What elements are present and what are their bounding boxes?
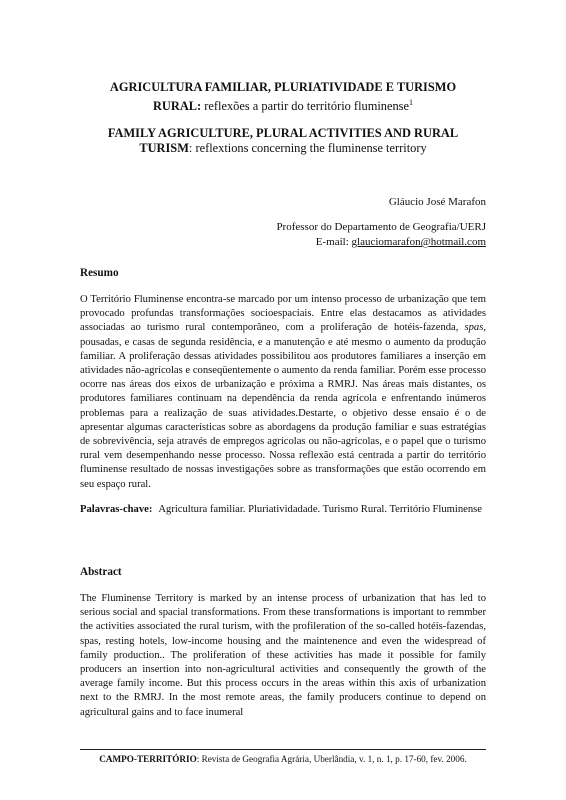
keywords-block: [80, 503, 486, 517]
author-affiliation: Professor do Departamento de Geografia/UERJ: [276, 221, 486, 233]
author-name: Gláucio José Marafon: [388, 196, 486, 208]
footer-divider: [80, 749, 486, 750]
keywords-text: Agricultura familiar. Pluriatividadade. Turismo Rural. Território Fluminense: [158, 504, 482, 515]
email-label: E-mail:: [315, 236, 349, 248]
resumo-paragraph: [80, 293, 486, 492]
footer-citation-text: : Revista de Geografia Agrária, Uberlândia, v. 1, n. 1, p. 17-60, fev. 2006.: [196, 754, 467, 764]
title-pt-line2: [80, 95, 486, 114]
footer-journal: CAMPO-TERRITÓRIO: [99, 754, 197, 764]
title-en-line1: FAMILY AGRICULTURE, PLURAL ACTIVITIES AND RURAL: [107, 126, 459, 141]
author-email-line: [276, 235, 486, 250]
resumo-text-part1: O Território Fluminense encontra-se marcado por um intenso processo de urbanização que tem provocado profundas transformações socioespaciais. Entre elas destacamos as atividades associadas ao turismo rural contemporâneo, com a proliferação de hotéis-fazenda,: [80, 294, 486, 334]
abstract-heading: Abstract: [80, 566, 122, 578]
footer-citation: [80, 754, 486, 764]
title-pt-subtitle: reflexões a partir do território fluminense: [204, 99, 409, 114]
resumo-spas: spas: [464, 322, 484, 334]
title-pt-line1: AGRICULTURA FAMILIAR, PLURIATIVIDADE E TURISMO: [109, 80, 457, 94]
author-block: [276, 195, 486, 250]
title-en-line2: [80, 141, 486, 156]
keywords-label: Palavras-chave:: [80, 504, 153, 515]
title-en-subtitle: : reflextions concerning the fluminense territory: [188, 141, 427, 156]
title-block: [80, 80, 486, 156]
footnote-mark[interactable]: 1: [409, 98, 413, 107]
email-link[interactable]: glauciomarafon@hotmail.com: [351, 236, 486, 248]
abstract-paragraph: The Fluminense Territory is marked by an intense process of urbanization that has led to serious social and spacial transformations. From these transformations is important to remmber the activities associated the rural turism, with the profileration of the so-called hotéis-fazendas, spas, resting hotels, low-income housing and the maintenence and even the widespread of family production.. The proliferation of these activities has made it possible for family producers an insertion into non-agricultural activities and consequently the growth of the average family income. But this process occurs in the areas within this axis of urbanization next to the RMRJ. In the most remote areas, the family producers continue to depend on agricultural gains and to face inumeral: [80, 593, 486, 718]
title-en-line2-bold: TURISM: [139, 141, 189, 156]
resumo-text-part2: , pousadas, e casas de segunda residência, e a manutenção e até mesmo o aumento da produção familiar. A proliferação dessas atividades possibilitou aos produtores familiares a inserção em atividades não-agrícolas e conseqüentemente o aumento da renda familiar. Porém esse processo ocorre nas áreas dos eixos de urbanização e próxima a RMRJ. Nas áreas mais distantes, os produtores familiares continuam na dependência da renda agrícola e enfrentando inúmeros problemas para a realização de suas atividades.Destarte, o objetivo desse ensaio é o de apresentar algumas características sobre as abordagens da produção familiar e suas estratégias de sobrevivência, seja através de empregos agrícolas ou não-agrícolas, e o papel que o turismo rural vem desempenhando nesse processo. Nossa reflexão está centrada a partir do território fluminense resultado de nossas investigações sobre as transformações que estão ocorrendo em seu espaço rural.: [80, 322, 486, 490]
resumo-heading: Resumo: [80, 267, 119, 279]
title-pt-line2-bold: RURAL:: [152, 99, 202, 114]
